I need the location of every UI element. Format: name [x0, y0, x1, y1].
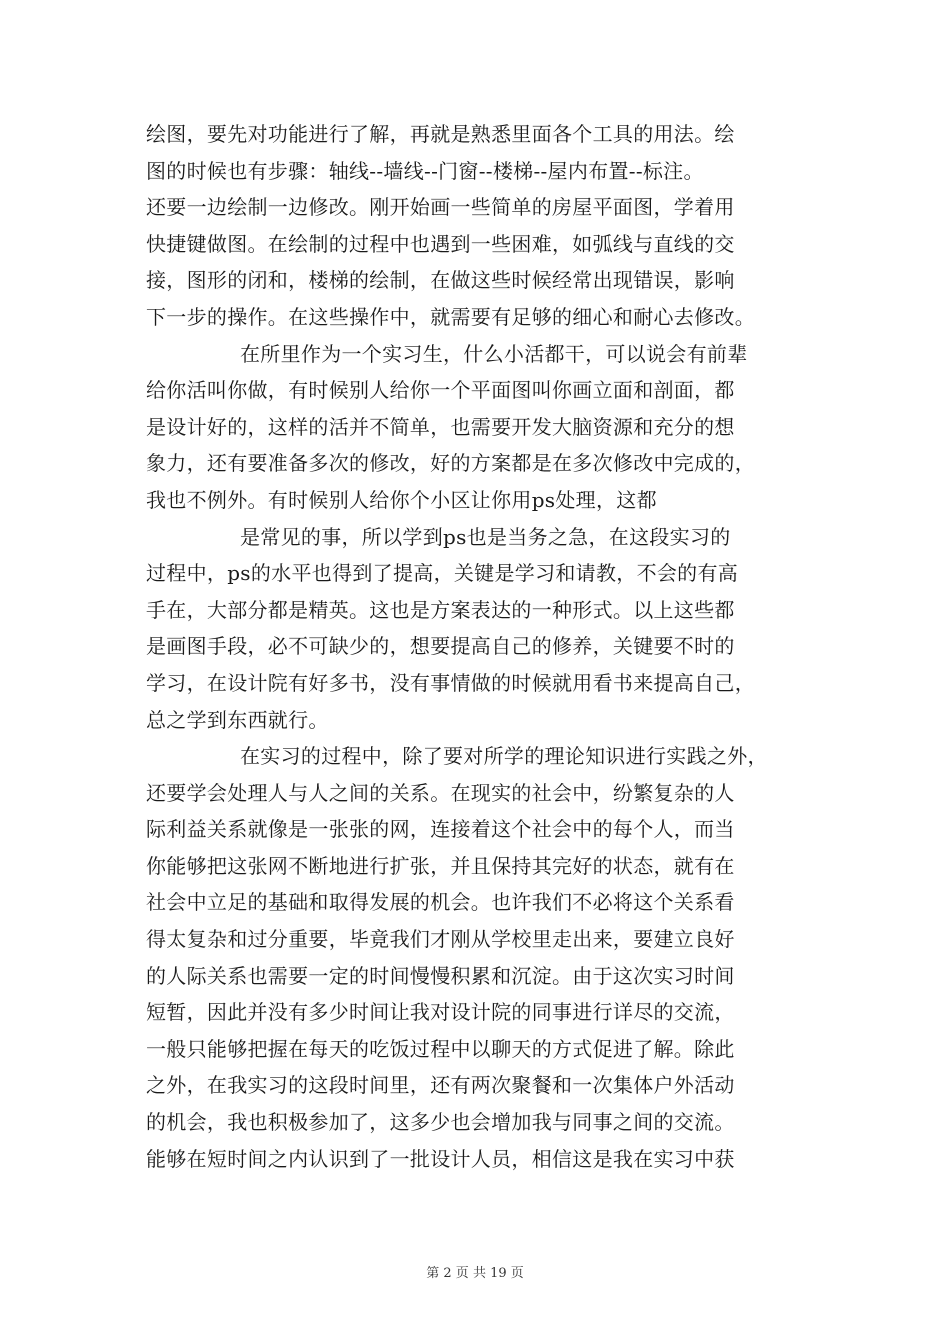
text-line: 过程中，ps的水平也得到了提高，关键是学习和请教，不会的有高 — [146, 561, 739, 586]
text-line: 还要学会处理人与人之间的关系。在现实的社会中，纷繁复杂的人 — [146, 780, 735, 805]
text-line: 总之学到东西就行。 — [146, 707, 329, 732]
text-line: 际利益关系就像是一张张的网，连接着这个社会中的每个人，而当 — [146, 817, 735, 842]
text-line: 的机会，我也积极参加了，这多少也会增加我与同事之间的交流。 — [146, 1110, 735, 1135]
text-line: 还要一边绘制一边修改。刚开始画一些简单的房屋平面图，学着用 — [146, 195, 735, 220]
paragraph-start-line: 是常见的事，所以学到ps也是当务之急，在这段实习的 — [240, 524, 731, 549]
text-line: 绘图，要先对功能进行了解，再就是熟悉里面各个工具的用法。绘 — [146, 122, 735, 146]
text-line: 手在，大部分都是精英。这也是方案表达的一种形式。以上这些都 — [146, 597, 735, 622]
text-line: 你能够把这张网不断地进行扩张，并且保持其完好的状态，就有在 — [146, 853, 735, 878]
paragraph-start-line: 在所里作为一个实习生，什么小活都干，可以说会有前辈 — [240, 341, 748, 366]
text-line: 图的时候也有步骤：轴线--墙线--门窗--楼梯--屋内布置--标注。 — [146, 158, 704, 183]
body-text — [146, 116, 814, 1177]
text-line: 学习，在设计院有好多书，没有事情做的时候就用看书来提高自己， — [146, 670, 755, 695]
text-line: 给你活叫你做，有时候别人给你一个平面图叫你画立面和剖面，都 — [146, 378, 735, 403]
text-line: 是画图手段，必不可缺少的，想要提高自己的修养，关键要不时的 — [146, 634, 735, 659]
text-line: 社会中立足的基础和取得发展的机会。也许我们不必将这个关系看 — [146, 890, 735, 915]
text-line: 快捷键做图。在绘制的过程中也遇到一些困难，如弧线与直线的交 — [146, 231, 735, 256]
text-line: 接，图形的闭和，楼梯的绘制，在做这些时候经常出现错误，影响 — [146, 268, 735, 293]
text-line: 我也不例外。有时候别人给你个小区让你用ps处理，这都 — [146, 487, 657, 512]
text-line: 象力，还有要准备多次的修改，好的方案都是在多次修改中完成的， — [146, 451, 755, 476]
text-line: 短暂，因此并没有多少时间让我对设计院的同事进行详尽的交流， — [146, 1000, 735, 1025]
text-line: 一般只能够把握在每天的吃饭过程中以聊天的方式促进了解。除此 — [146, 1036, 735, 1061]
page-footer — [0, 1262, 950, 1281]
text-line: 之外，在我实习的这段时间里，还有两次聚餐和一次集体户外活动 — [146, 1073, 735, 1098]
text-line: 能够在短时间之内认识到了一批设计人员，相信这是我在实习中获 — [146, 1146, 735, 1171]
text-line: 得太复杂和过分重要，毕竟我们才刚从学校里走出来，要建立良好 — [146, 927, 735, 952]
text-line: 是设计好的，这样的活并不简单，也需要开发大脑资源和充分的想 — [146, 414, 735, 439]
text-line: 的人际关系也需要一定的时间慢慢积累和沉淀。由于这次实习时间 — [146, 963, 735, 988]
page-number: 第 2 页 — [426, 1266, 469, 1281]
text-line: 下一步的操作。在这些操作中，就需要有足够的细心和耐心去修改。 — [146, 304, 755, 329]
total-pages: 共 19 页 — [472, 1266, 524, 1281]
paragraph-start-line: 在实习的过程中，除了要对所学的理论知识进行实践之外， — [240, 744, 768, 769]
